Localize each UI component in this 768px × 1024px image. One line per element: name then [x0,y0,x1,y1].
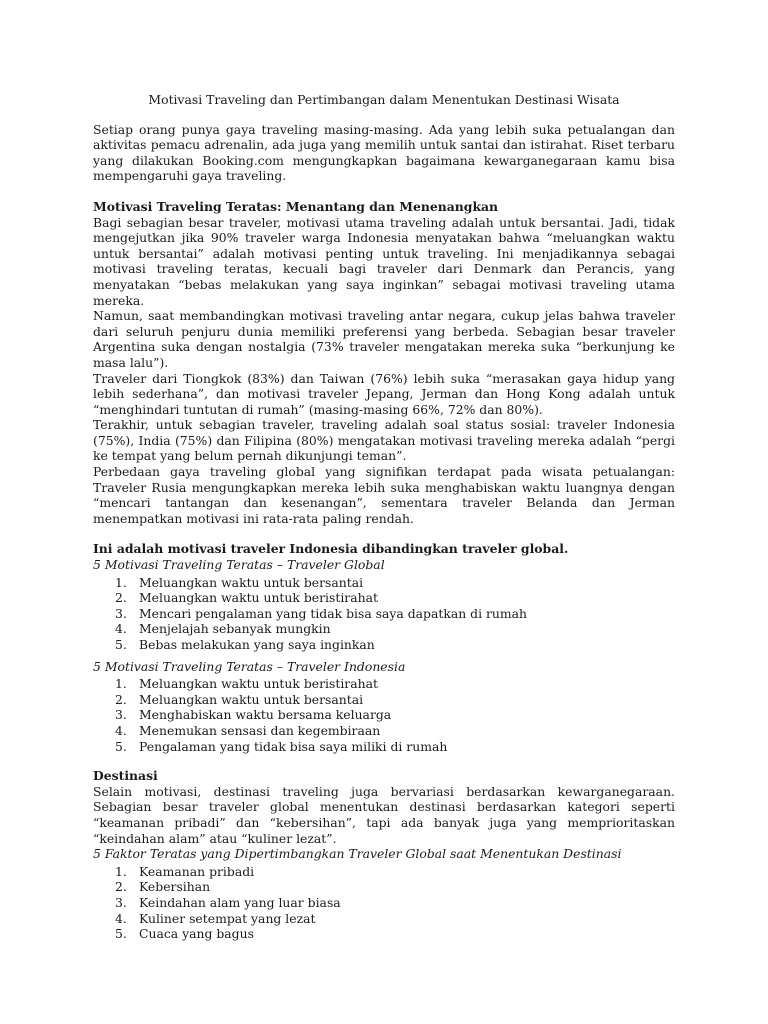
list-item [93,864,675,880]
list-item [93,590,675,606]
list-number: 1. [115,676,127,692]
list-item [93,676,675,692]
list-text: Pengalaman yang tidak bisa saya miliki di rumah [139,738,448,754]
list-text: Bebas melakukan yang saya inginkan [139,637,375,652]
list-item [93,575,675,591]
list-caption-global: 5 Motivasi Traveling Teratas – Traveler Global [93,557,385,573]
intro-paragraph: Setiap orang punya gaya traveling masing-masing. Ada yang lebih suka petualangan dan aktivitas pemacu adrenalin, ada juga yang memilih untuk santai dan istirahat. Riset terbaru yang dilakukan Booking.com mengungkapkan bagaimana kewarganegaraan kamu bisa mempengaruhi gaya traveling. [93,121,675,184]
destination-factors-list [93,864,675,942]
list-item [93,606,675,622]
list-text: Keamanan pribadi [139,863,255,879]
list-text: Keindahan alam yang luar biasa [139,894,341,910]
list-item [93,895,675,911]
section-heading-motivation: Motivasi Traveling Teratas: Menantang dan Menenangkan [93,198,499,214]
list-number: 5. [115,637,127,652]
list-text: Kuliner setempat yang lezat [139,910,316,926]
list-item [93,621,675,637]
document-title: Motivasi Traveling dan Pertimbangan dalam Menentukan Destinasi Wisata [148,92,620,107]
list-number: 3. [115,707,127,723]
list-number: 5. [115,926,127,942]
list-text: Menghabiskan waktu bersama keluarga [139,707,392,723]
list-item [93,926,675,942]
list-number: 2. [115,590,127,606]
list-item [93,739,675,755]
paragraph: Selain motivasi, destinasi traveling juga bervariasi berdasarkan kewarganegaraan. Sebagian besar traveler global menentukan destinasi berdasarkan kategori seperti “keamanan pribadi” dan “kebersihan”, tapi ada banyak juga yang memprioritaskan “keindahan alam” atau “kuliner lezat”. [93,783,675,846]
list-text: Kebersihan [139,879,211,895]
list-text: Menemukan sensasi dan kegembiraan [139,722,381,738]
paragraph: Terakhir, untuk sebagian traveler, traveling adalah soal status sosial: traveler Indonesia (75%), India (75%) dan Filipina (80%) mengatakan motivasi traveling mereka adalah “pergi ke tempat yang belum pernah dikunjungi teman”. [93,417,675,464]
section-heading-comparison: Ini adalah motivasi traveler Indonesia dibandingkan traveler global. [93,541,569,557]
list-text: Meluangkan waktu untuk bersantai [139,691,364,707]
list-number: 4. [115,910,127,926]
list-item [93,879,675,895]
indonesia-motivation-list [93,676,675,754]
list-number: 2. [115,691,127,707]
section-heading-destination: Destinasi [93,768,158,784]
list-item [93,911,675,927]
list-item [93,707,675,723]
global-motivation-list [93,575,675,653]
list-text: Meluangkan waktu untuk beristirahat [139,590,378,606]
paragraph: Bagi sebagian besar traveler, motivasi utama traveling adalah untuk bersantai. Jadi, tidak mengejutkan jika 90% traveler warga Indonesia menyatakan bahwa “meluangkan waktu untuk bersantai” adalah motivasi penting untuk traveling. Ini menjadikannya sebagai motivasi traveling teratas, kecuali bagi traveler dari Denmark dan Perancis, yang menyatakan “bebas melakukan yang saya inginkan” sebagai motivasi traveling utama mereka. [93,214,675,308]
list-number: 2. [115,879,127,895]
list-caption-factors: 5 Faktor Teratas yang Dipertimbangkan Traveler Global saat Menentukan Destinasi [93,846,622,862]
list-text: Meluangkan waktu untuk beristirahat [139,676,378,692]
paragraph: Perbedaan gaya traveling global yang signifikan terdapat pada wisata petualangan: Traveler Rusia mengungkapkan mereka lebih suka menghabiskan waktu luangnya dengan “mencari tantangan dan kesenangan”, sementara traveler Belanda dan Jerman menempatkan motivasi ini rata-rata paling rendah. [93,464,675,526]
paragraph: Namun, saat membandingkan motivasi traveling antar negara, cukup jelas bahwa traveler dari seluruh penjuru dunia memiliki preferensi yang berbeda. Sebagian besar traveler Argentina suka dengan nostalgia (73% traveler mengatakan mereka suka “berkunjung ke masa lalu”). [93,308,675,370]
list-item [93,723,675,739]
list-number: 4. [115,621,127,637]
list-number: 3. [115,894,127,910]
list-number: 3. [115,605,127,621]
list-item [93,637,675,653]
list-text: Mencari pengalaman yang tidak bisa saya dapatkan di rumah [139,605,527,621]
list-number: 4. [115,722,127,738]
paragraph: Traveler dari Tiongkok (83%) dan Taiwan (76%) lebih suka “merasakan gaya hidup yang lebih sederhana”, dan motivasi traveler Jepang, Jerman dan Hong Kong adalah untuk “menghindari tuntutan di rumah” (masing-masing 66%, 72% dan 80%). [93,370,675,417]
list-text: Menjelajah sebanyak mungkin [139,621,331,637]
list-number: 1. [115,574,127,590]
list-number: 1. [115,863,127,879]
list-text: Meluangkan waktu untuk bersantai [139,574,364,590]
list-item [93,692,675,708]
list-text: Cuaca yang bagus [139,926,254,942]
list-number: 5. [115,738,127,754]
list-caption-indonesia: 5 Motivasi Traveling Teratas – Traveler Indonesia [93,658,406,674]
